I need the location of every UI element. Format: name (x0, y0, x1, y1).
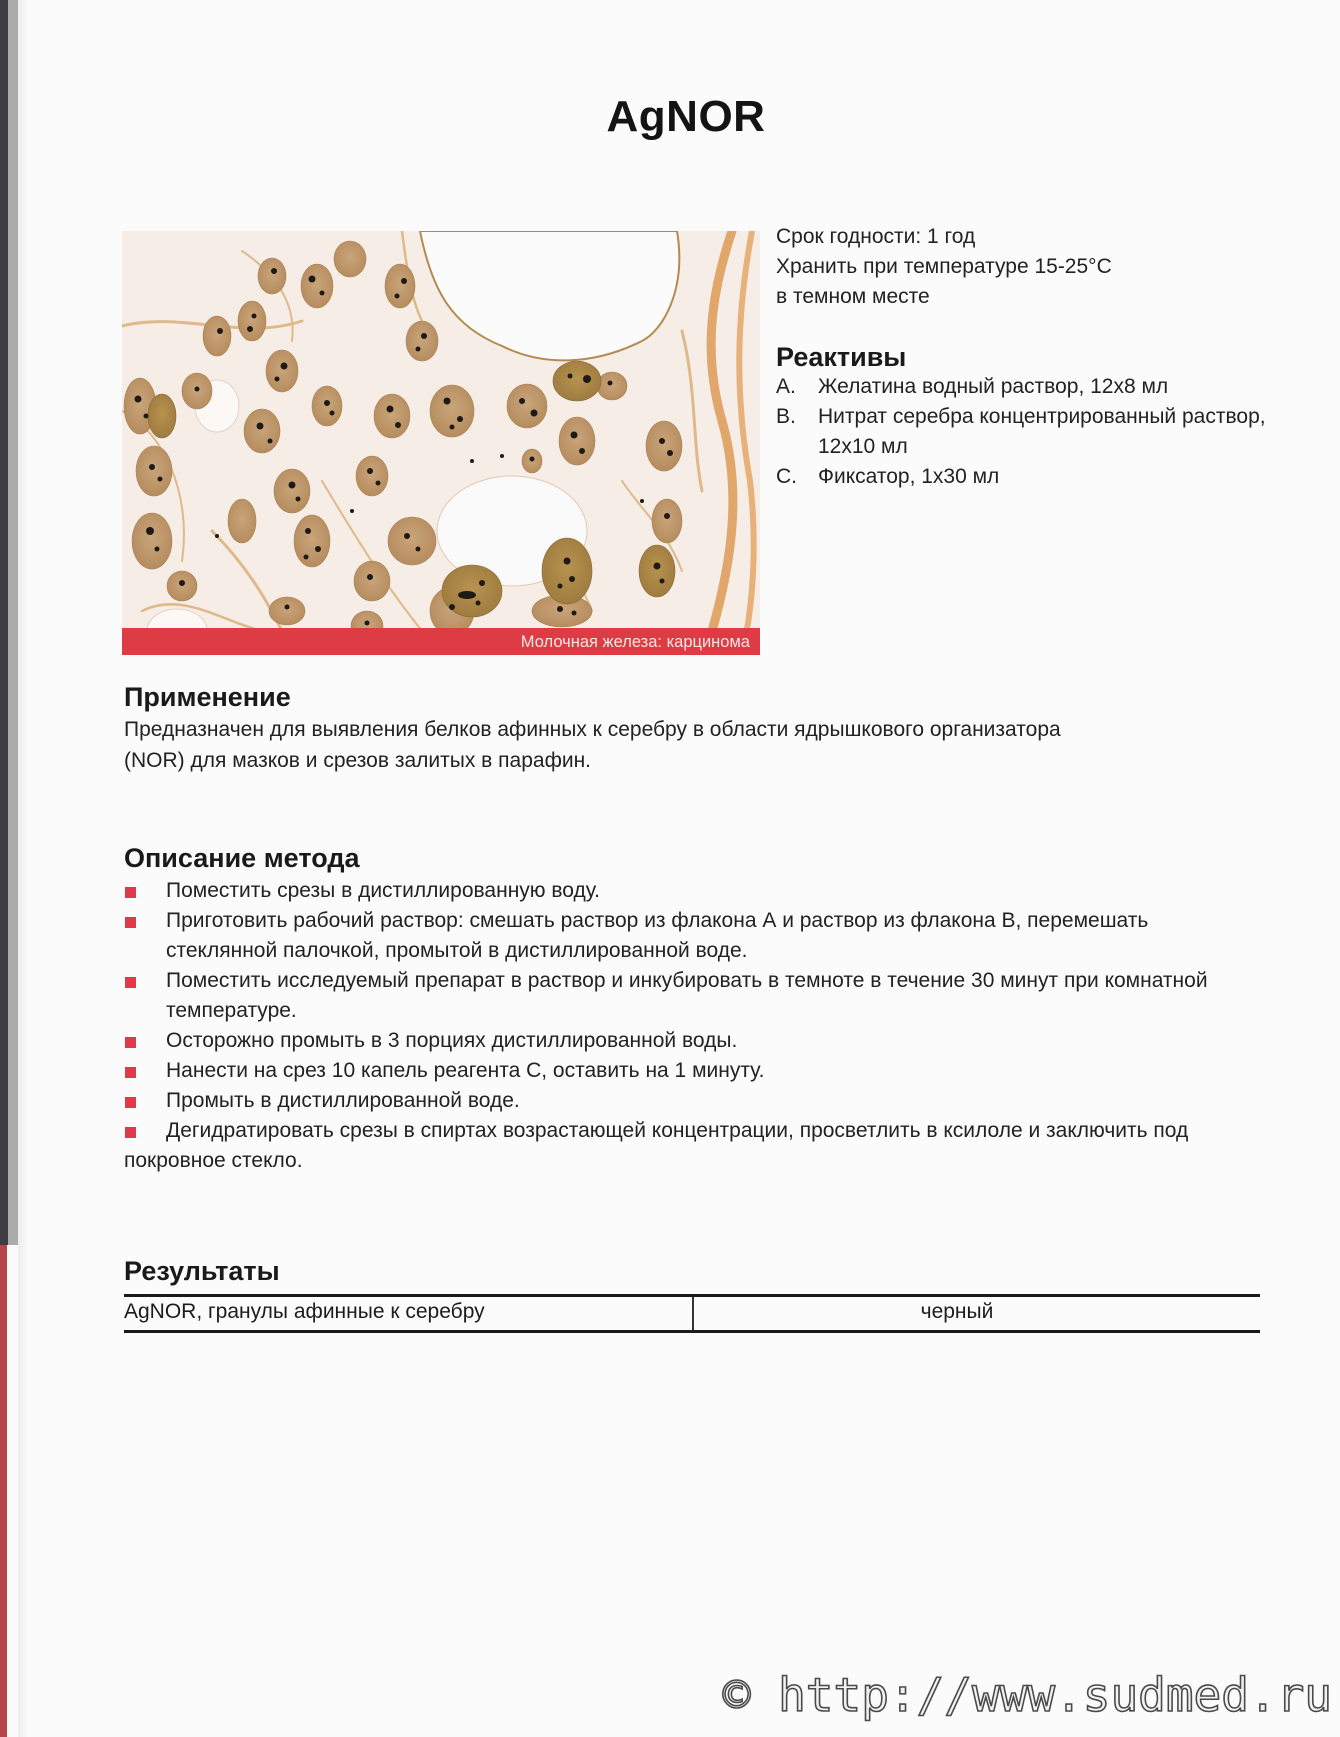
square-bullet-icon (125, 887, 136, 898)
method-step (124, 1086, 1254, 1116)
results-table-row (124, 1294, 1260, 1333)
reagent-item (776, 462, 1278, 492)
reagent-text: Желатина водный раствор, 12x8 мл (818, 375, 1169, 398)
method-step (124, 1056, 1254, 1086)
method-step (124, 906, 1254, 966)
reagent-text: Нитрат серебра концентрированный раствор, 12x10 мл (818, 405, 1266, 458)
square-bullet-icon (125, 1037, 136, 1048)
reagent-text: Фиксатор, 1x30 мл (818, 465, 1000, 488)
reagent-letter: B. (776, 405, 796, 428)
figure-caption: Молочная железа: карцинома (520, 633, 750, 651)
method-step (124, 1116, 1254, 1176)
method-heading: Описание метода (124, 843, 360, 873)
step-text: Поместить исследуемый препарат в раствор и инкубировать в темноте в течение 30 минут при комнатной температуре. (166, 969, 1208, 1022)
step-text: Поместить срезы в дистиллированную воду. (166, 879, 601, 902)
micrograph-image (122, 231, 760, 655)
square-bullet-icon (125, 1067, 136, 1078)
shelf-life: Срок годности: 1 год (776, 225, 976, 248)
page-gutter (18, 0, 28, 1737)
page-title: AgNOR (606, 92, 766, 141)
storage-condition: в темном месте (776, 285, 930, 308)
reagents-list (776, 372, 1278, 492)
step-text: Нанести на срез 10 капель реагента С, оставить на 1 минуту. (166, 1059, 765, 1082)
method-steps (124, 876, 1254, 1176)
reagent-letter: C. (776, 465, 797, 488)
reagents-heading: Реактивы (776, 342, 907, 372)
step-text: Промыть в дистиллированной воде. (166, 1089, 520, 1112)
reagent-item (776, 372, 1278, 402)
square-bullet-icon (125, 1097, 136, 1108)
micrograph-figure (122, 231, 760, 655)
result-color: черный (920, 1300, 994, 1323)
step-text: Осторожно промыть в 3 порциях дистиллированной воды. (166, 1029, 738, 1052)
results-heading: Результаты (124, 1256, 280, 1286)
application-text: Предназначен для выявления белков афинных к серебру в области ядрышкового организатора (NOR) для мазков и срезов залитых в парафин. (124, 718, 1061, 772)
watermark: © http://www.sudmed.ru (722, 1668, 1332, 1722)
application-heading: Применение (124, 682, 291, 712)
result-item: AgNOR, гранулы афинные к серебру (124, 1297, 694, 1330)
square-bullet-icon (125, 917, 136, 928)
storage-info (776, 222, 1112, 312)
method-step (124, 966, 1254, 1026)
reagent-item (776, 402, 1278, 462)
step-text: Дегидратировать срезы в спиртах возрастающей концентрации, просветлить в ксилоле и заключить под покровное стекло. (124, 1119, 1189, 1172)
reagent-letter: A. (776, 375, 796, 398)
square-bullet-icon (125, 977, 136, 988)
page-edge-red (0, 1245, 7, 1737)
method-step (124, 1026, 1254, 1056)
storage-temperature: Хранить при температуре 15-25°С (776, 255, 1112, 278)
square-bullet-icon (125, 1127, 136, 1138)
figure-caption-bar (122, 628, 760, 655)
step-text: Приготовить рабочий раствор: смешать раствор из флакона А и раствор из флакона В, перемешать стеклянной палочкой, промытой в дистиллированной воде. (166, 909, 1149, 962)
method-step (124, 876, 1254, 906)
page-edge-dark (0, 0, 8, 1245)
page-edge-shadow (8, 0, 18, 1245)
